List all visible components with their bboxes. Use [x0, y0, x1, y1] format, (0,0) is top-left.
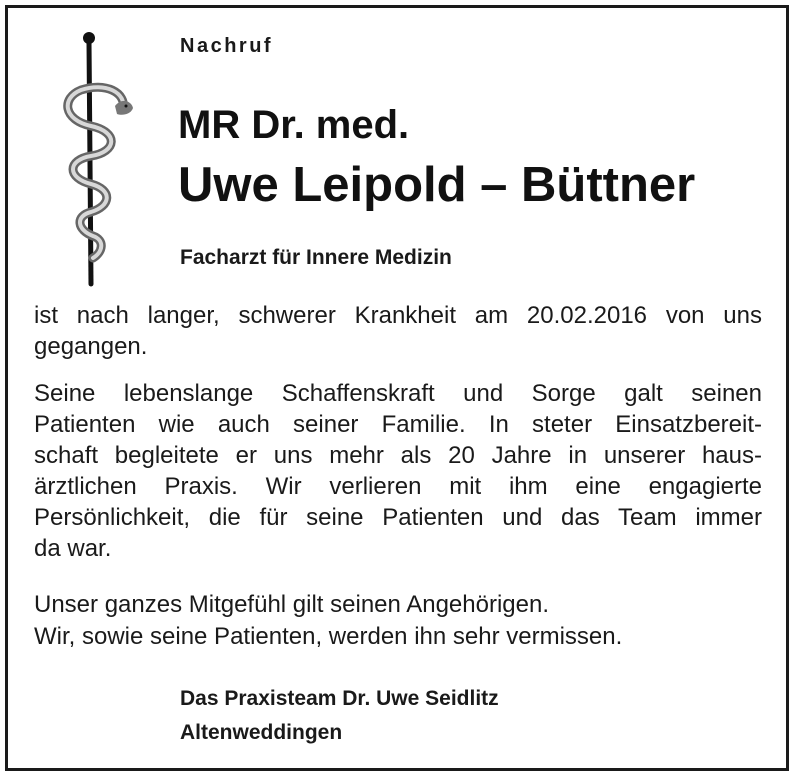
paragraph-farewell: Wir, sowie seine Patienten, werden ihn sehr vermissen.	[34, 623, 623, 650]
paragraph-announcement	[34, 300, 762, 362]
rod-of-asclepius-icon	[55, 28, 135, 290]
deceased-profession: Facharzt für Innere Medizin	[180, 246, 452, 269]
paragraph-line: Patienten wie auch seiner Familie. In steter Einsatzbereit-	[34, 411, 762, 438]
paragraph-tribute	[34, 378, 762, 564]
paragraph-line: Persönlichkeit, die für seine Patienten und das Team immer	[34, 504, 762, 531]
paragraph-line: schaft begleitete er uns mehr als 20 Jahre in unserer haus-	[34, 442, 762, 469]
paragraph-line: Seine lebenslange Schaffenskraft und Sorge galt seinen	[34, 380, 762, 407]
paragraph-line: da war.	[34, 535, 112, 562]
notice-heading: Nachruf	[180, 35, 274, 57]
paragraph-line: ist nach langer, schwerer Krankheit am 20.02.2016 von uns	[34, 302, 762, 329]
deceased-title: MR Dr. med.	[178, 103, 410, 147]
paragraph-line: gegangen.	[34, 333, 148, 360]
paragraph-line: ärztlichen Praxis. Wir verlieren mit ihm eine engagierte	[34, 473, 762, 500]
signature-location: Altenweddingen	[180, 721, 343, 744]
deceased-name: Uwe Leipold – Büttner	[178, 158, 696, 212]
paragraph-condolence: Unser ganzes Mitgefühl gilt seinen Angehörigen.	[34, 591, 549, 618]
signature-team: Das Praxisteam Dr. Uwe Seidlitz	[180, 687, 499, 710]
